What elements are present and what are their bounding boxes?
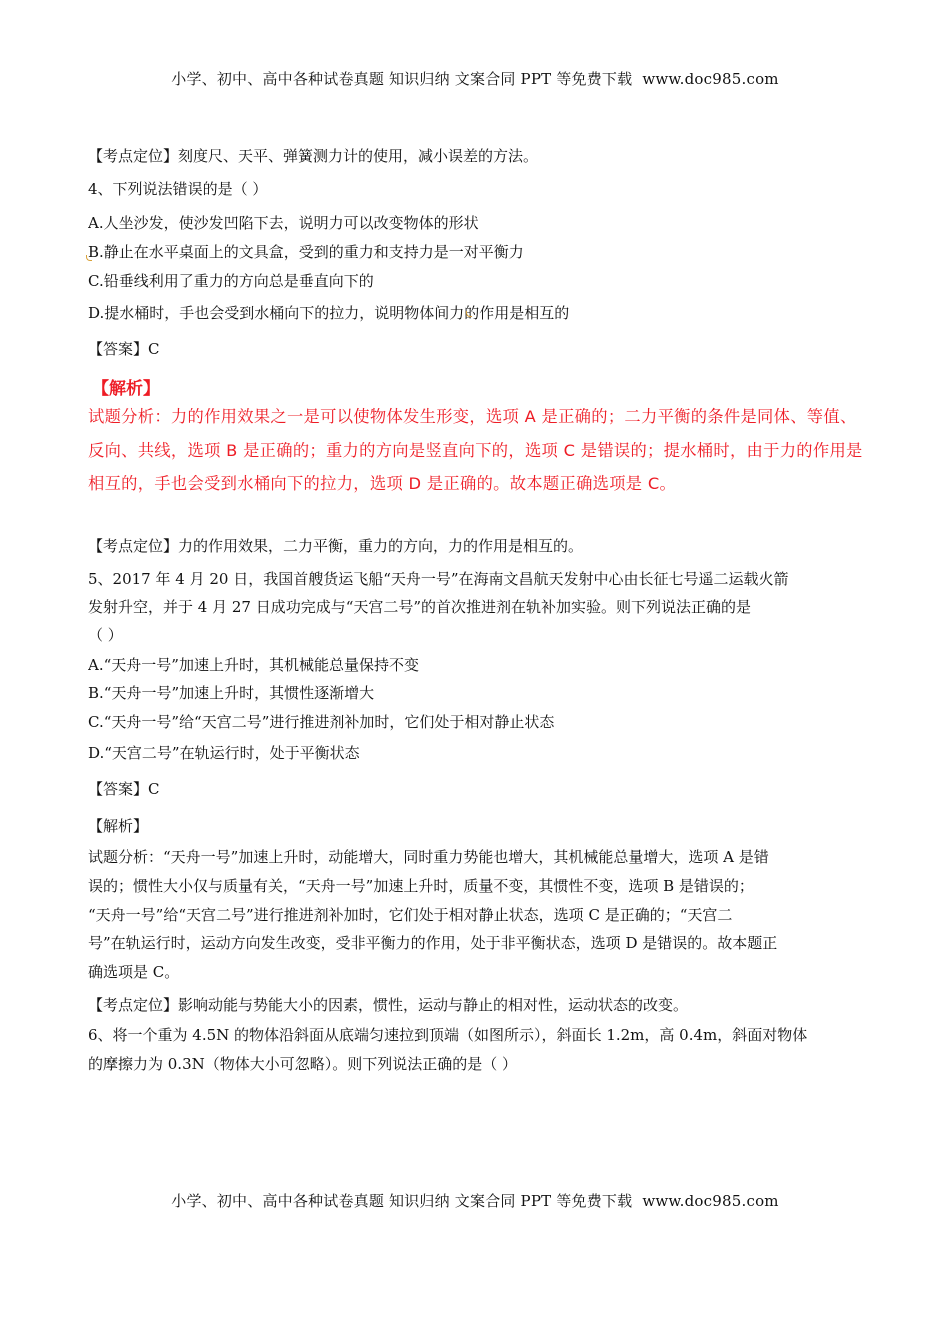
q4-emphasis-1: 错: [173, 180, 188, 198]
kaodian-q4: 【考点定位】力的作用效果，二力平衡，重力的方向，力的作用是相互的。: [88, 537, 584, 555]
q4-suffix: 的是（ ）: [202, 180, 268, 198]
q6-stem-line-2: 的摩擦力为 0.3N（物体大小可忽略）。则下列说法正确的是（ ）: [88, 1055, 518, 1073]
q5-analysis-line-4: 号”在轨运行时，运动方向发生改变，受非平衡力的作用，处于非平衡状态，选项 D 是错误的。故本题正: [88, 934, 778, 952]
page-footer: [0, 1190, 950, 1211]
q5-analysis-line-3: “天舟一号”给“天宫二号”进行推进剂补加时，它们处于相对静止状态，选项 C 是正确的；“天宫二: [88, 906, 733, 924]
q4-option-a: A.人坐沙发，使沙发凹陷下去，说明力可以改变物体的形状: [88, 214, 479, 232]
header-text: 小学、初中、高中各种试卷真题 知识归纳 文案合同 PPT 等免费下载: [171, 70, 633, 88]
q5-stem-line-1: 5、2017 年 4 月 20 日，我国首艘货运飞船“天舟一号”在海南文昌航天发射中心由长征七号遥二运载火箭: [88, 570, 789, 588]
q5-answer: 【答案】C: [88, 780, 160, 798]
q5-option-c: C.“天舟一号”给“天宫二号”进行推进剂补加时，它们处于相对静止状态: [88, 713, 555, 731]
q5-option-a: A.“天舟一号”加速上升时，其机械能总量保持不变: [88, 656, 419, 674]
q5-option-d: D.“天宫二号”在轨运行时，处于平衡状态: [88, 744, 360, 762]
q5-analysis-line-1: 试题分析：“天舟一号”加速上升时，动能增大，同时重力势能也增大，其机械能总量增大，选项 A 是错: [88, 848, 769, 866]
question-4-stem: [88, 179, 878, 199]
q5-analysis-title: 【解析】: [88, 817, 149, 835]
q4-prefix: 4、下列说法: [88, 180, 173, 198]
q5-analysis-line-5: 确选项是 C。: [88, 963, 180, 981]
q4-emphasis-2: 误: [188, 180, 203, 198]
q4-option-d: D.提水桶时，手也会受到水桶向下的拉力，说明物体间力的作用是相互的: [88, 304, 570, 322]
q4-analysis-line-2: 反向、共线，选项 B 是正确的；重力的方向是竖直向下的，选项 C 是错误的；提水桶时，由于力的作用是: [88, 441, 863, 460]
header-url[interactable]: www.doc985.com: [642, 70, 779, 88]
footer-text: 小学、初中、高中各种试卷真题 知识归纳 文案合同 PPT 等免费下载: [171, 1192, 633, 1210]
footer-url[interactable]: www.doc985.com: [642, 1192, 779, 1210]
q4-analysis-title: 【解析】: [92, 379, 160, 399]
q6-stem-line-1: 6、将一个重为 4.5N 的物体沿斜面从底端匀速拉到顶端（如图所示），斜面长 1.2m，高 0.4m，斜面对物体: [88, 1026, 808, 1044]
edit-mark-icon: [466, 311, 472, 317]
q4-answer: 【答案】C: [88, 340, 160, 358]
edit-mark-icon: [86, 255, 92, 261]
q5-option-b: B.“天舟一号”加速上升时，其惯性逐渐增大: [88, 684, 375, 702]
q4-option-b: B.静止在水平桌面上的文具盒，受到的重力和支持力是一对平衡力: [88, 243, 524, 261]
kaodian-q5: 【考点定位】影响动能与势能大小的因素，惯性，运动与静止的相对性，运动状态的改变。: [88, 996, 689, 1014]
q5-stem-line-3: （ ）: [88, 626, 123, 644]
q4-analysis-line-1: 试题分析：力的作用效果之一是可以使物体发生形变，选项 A 是正确的；二力平衡的条件是同体、等值、: [88, 407, 857, 426]
q5-stem-line-2: 发射升空，并于 4 月 27 日成功完成与“天宫二号”的首次推进剂在轨补加实验。则下列说法正确的是: [88, 598, 752, 616]
kaodian-q3: 【考点定位】刻度尺、天平、弹簧测力计的使用，减小误差的方法。: [88, 147, 539, 165]
q4-analysis-line-3: 相互的，手也会受到水桶向下的拉力，选项 D 是正确的。故本题正确选项是 C。: [88, 474, 677, 493]
page-header: [0, 68, 950, 89]
q4-option-c: C.铅垂线利用了重力的方向总是垂直向下的: [88, 272, 374, 290]
q5-analysis-line-2: 误的；惯性大小仅与质量有关，“天舟一号”加速上升时，质量不变，其惯性不变，选项 B 是错误的；: [88, 877, 754, 895]
